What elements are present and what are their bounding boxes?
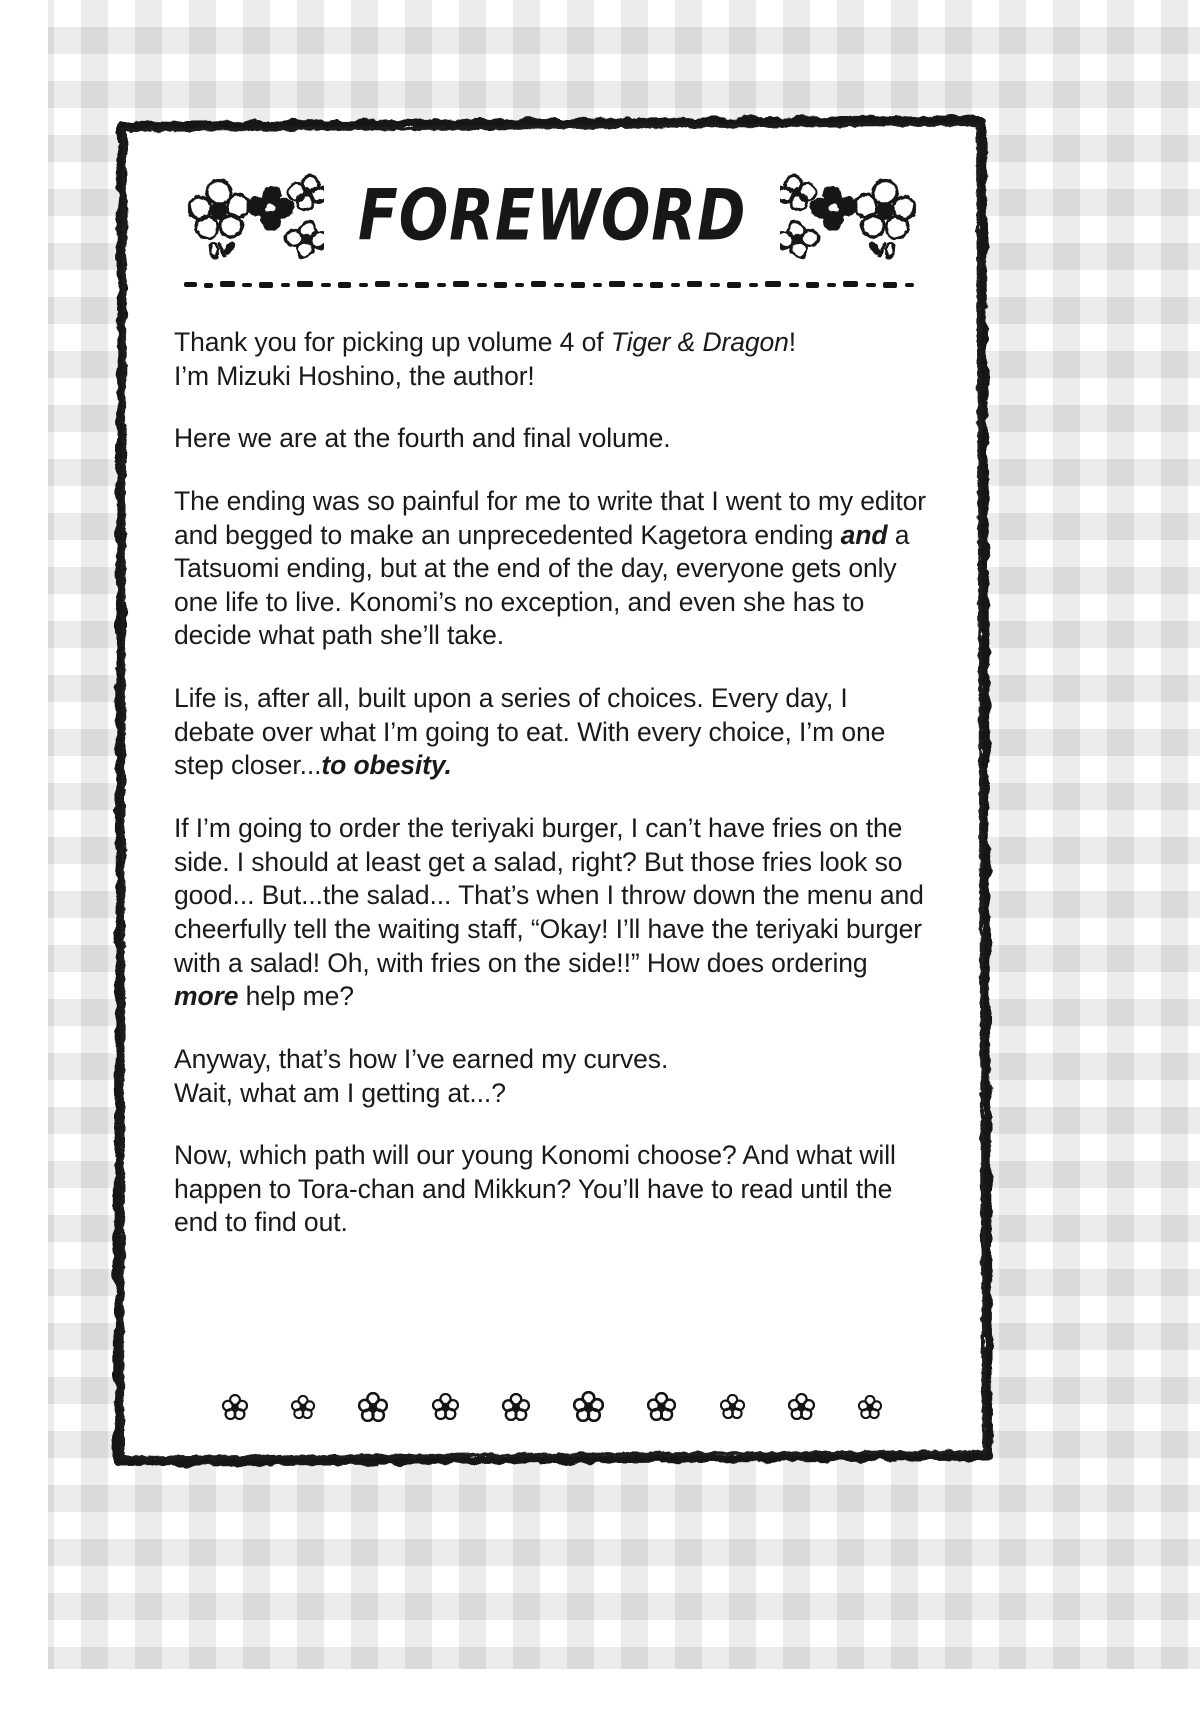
dashed-brush-rule-icon: [182, 278, 922, 292]
page-title: FOREWORD: [357, 174, 747, 258]
text-run: Wait, what am I getting at...?: [174, 1077, 506, 1108]
text-run: !: [788, 327, 797, 357]
foreword-panel: [104, 100, 1000, 1480]
emphasis-run: and: [840, 519, 888, 550]
flower-icon: [358, 1392, 388, 1422]
text-run: Here we are at the fourth and final volume.: [174, 423, 671, 454]
text-run: If I’m going to order the teriyaki burger, I can’t have fries on the side. I should at least get a salad, right? But those fries look so good... But...the salad... That’s when I throw down the menu and cheerfully tell the waiting staff, “Okay! I’ll have the teriyaki burger with a salad! Oh, with fries on the side!!” How does ordering: [174, 813, 924, 978]
flower-icon: [222, 1394, 248, 1420]
paragraph: [174, 1139, 934, 1240]
paragraph: [174, 682, 934, 783]
flower-cluster-icon: [174, 164, 324, 269]
text-run: Thank you for picking up volume 4 of: [174, 327, 611, 357]
text-run: Now, which path will our young Konomi choose? And what will happen to Tora-chan and Mikkun? You’ll have to read until the end to find out.: [174, 1140, 896, 1238]
left-paper-margin: [0, 0, 48, 1709]
text-run: The ending was so painful for me to write that I went to my editor and begged to make an unprecedented Kagetora ending: [174, 485, 926, 550]
emphasis-run: to obesity.: [321, 750, 452, 781]
text-run: Life is, after all, built upon a series of choices. Every day, I debate over what I’m going to eat. With every choice, I’m one step closer...: [174, 683, 886, 781]
footer-flower-row: [162, 1391, 942, 1422]
foreword-header: [162, 160, 942, 272]
paragraph: [174, 1043, 934, 1110]
emphasis-run: more: [174, 981, 239, 1012]
flower-icon: [788, 1393, 815, 1420]
flower-icon: [291, 1395, 315, 1419]
flower-icon: [720, 1394, 745, 1419]
emphasis-run: Tiger & Dragon: [610, 327, 789, 357]
text-run: I’m Mizuki Hoshino, the author!: [174, 360, 535, 391]
flower-icon: [502, 1393, 530, 1421]
paragraph: [174, 422, 934, 456]
text-run: Anyway, that’s how I’ve earned my curves.: [174, 1043, 669, 1074]
bottom-paper-margin: [0, 1669, 1200, 1709]
flower-icon: [432, 1393, 459, 1420]
paragraph: [174, 326, 934, 393]
flower-icon: [573, 1391, 604, 1422]
flower-cluster-icon: [780, 164, 930, 269]
text-run: a Tatsuomi ending, but at the end of the day, everyone gets only one life to live. Konomi’s no exception, and even she has to decide what path she’ll take.: [174, 519, 910, 651]
paragraph: [174, 485, 934, 653]
paragraph: [174, 812, 934, 1014]
flower-icon: [647, 1392, 676, 1421]
text-run: help me?: [238, 981, 354, 1012]
foreword-body: [174, 326, 934, 1240]
flower-icon: [858, 1395, 882, 1419]
